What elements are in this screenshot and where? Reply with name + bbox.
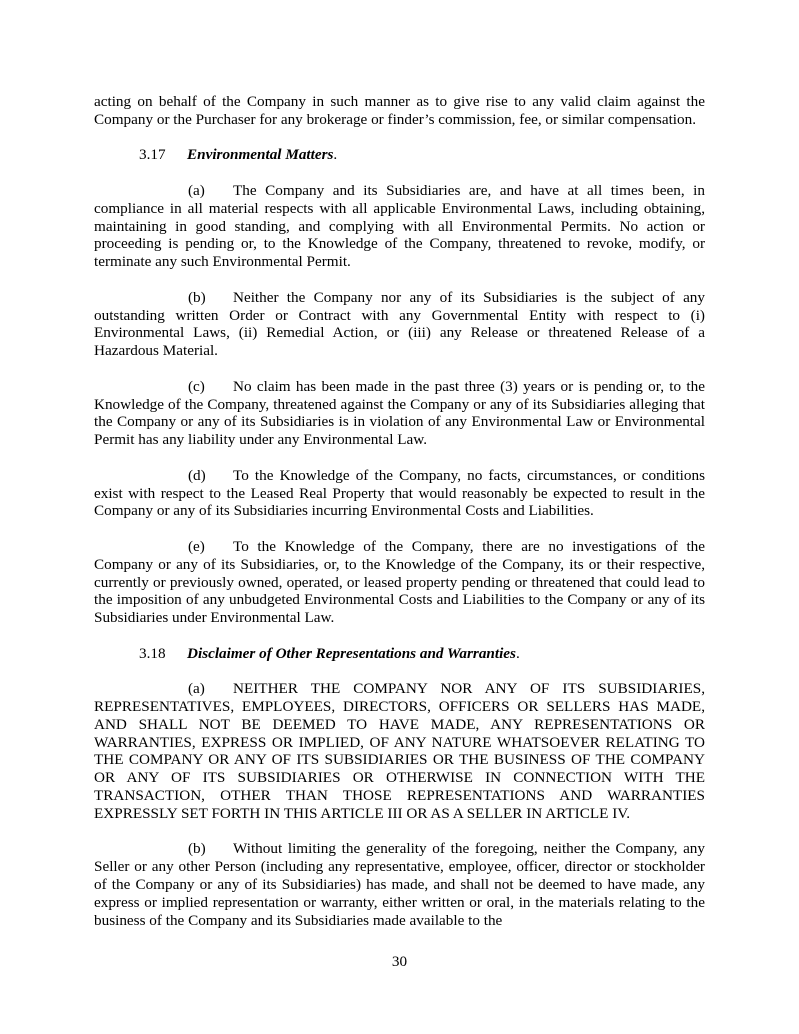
page-body bbox=[94, 93, 705, 947]
section-title-period: . bbox=[333, 146, 338, 164]
clause-label: (c) bbox=[188, 377, 205, 395]
section-number: 3.17 bbox=[139, 146, 166, 164]
section-title: Environmental Matters bbox=[187, 146, 334, 164]
clause-text: To the Knowledge of the Company, no facts, circumstances, or conditions exist with respect to the Leased Real Property that would reasonably be expected to result in the Company or any of its Subsidiaries incurring Environmental Costs and Liabilities. bbox=[94, 466, 705, 520]
intro-paragraph: acting on behalf of the Company in such manner as to give rise to any valid claim against the Company or the Purchaser for any brokerage or finder’s commission, fee, or similar compensation. bbox=[94, 93, 705, 128]
clause-label: (a) bbox=[188, 181, 205, 199]
section-title-period: . bbox=[515, 644, 520, 662]
clause-label: (d) bbox=[188, 466, 206, 484]
clause-3-17-e bbox=[94, 538, 705, 627]
clause-3-17-b bbox=[94, 289, 705, 360]
clause-3-18-b bbox=[94, 840, 705, 929]
clause-3-17-c bbox=[94, 378, 705, 449]
page-number: 30 bbox=[391, 953, 408, 970]
clause-text: The Company and its Subsidiaries are, and have at all times been, in compliance in all material respects with all applicable Environmental Laws, including obtaining, maintaining in good standing, and complying with all Environmental Permits. No action or proceeding is pending or, to the Knowledge of the Company, threatened to revoke, modify, or terminate any such Environmental Permit. bbox=[94, 181, 705, 271]
clause-text: Without limiting the generality of the foregoing, neither the Company, any Seller or any other Person (including any representative, employee, officer, director or stockholder of the Company or any of its Subsidiaries) has made, and shall not be deemed to have made, any express or implied representation or warranty, either written or oral, in the materials relating to the business of the Company and its Subsidiaries made available to the bbox=[94, 840, 705, 929]
clause-3-17-a bbox=[94, 182, 705, 271]
section-number: 3.18 bbox=[139, 644, 166, 662]
clause-label: (b) bbox=[188, 840, 206, 858]
clause-label: (b) bbox=[188, 288, 206, 306]
clause-text: No claim has been made in the past three (3) years or is pending or, to the Knowledge of the Company, threatened against the Company or any of its Subsidiaries alleging that the Company or any of its Subsidiaries is in violation of any Environmental Law or Environmental Permit has any liability under any Environmental Law. bbox=[94, 377, 705, 449]
clause-label: (e) bbox=[188, 537, 205, 555]
clause-text: To the Knowledge of the Company, there are no investigations of the Company or any of its Subsidiaries, or, to the Knowledge of the Company, its or their respective, currently or previously owned, operated, or leased property pending or threatened that could lead to the imposition of any unbudgeted Environmental Costs and Liabilities to the Company or any of its Subsidiaries under Environmental Law. bbox=[94, 537, 705, 627]
section-title: Disclaimer of Other Representations and Warranties bbox=[187, 644, 516, 662]
section-heading-3-18 bbox=[94, 645, 705, 663]
clause-text: Neither the Company nor any of its Subsidiaries is the subject of any outstanding written Order or Contract with any Governmental Entity with respect to (i) Environmental Laws, (ii) Remedial Action, or (iii) any Release or threatened Release of a Hazardous Material. bbox=[94, 288, 705, 360]
clause-3-17-d bbox=[94, 467, 705, 520]
clause-3-18-a bbox=[94, 680, 705, 822]
clause-label: (a) bbox=[188, 680, 205, 698]
section-heading-3-17 bbox=[94, 146, 705, 164]
clause-text: NEITHER THE COMPANY NOR ANY OF ITS SUBSIDIARIES, REPRESENTATIVES, EMPLOYEES, DIRECTORS, OFFICERS OR SELLERS HAS MADE, AND SHALL NOT BE DEEMED TO HAVE MADE, ANY REPRESENTATIONS OR WARRANTIES, EXPRESS OR IMPLIED, OF ANY NATURE WHATSOEVER RELATING TO THE COMPANY OR ANY OF ITS SUBSIDIARIES OR THE BUSINESS OF THE COMPANY OR ANY OF ITS SUBSIDIARIES OR OTHERWISE IN CONNECTION WITH THE TRANSACTION, OTHER THAN THOSE REPRESENTATIONS AND WARRANTIES EXPRESSLY SET FORTH IN THIS ARTICLE III OR AS A SELLER IN ARTICLE IV. bbox=[94, 680, 705, 822]
